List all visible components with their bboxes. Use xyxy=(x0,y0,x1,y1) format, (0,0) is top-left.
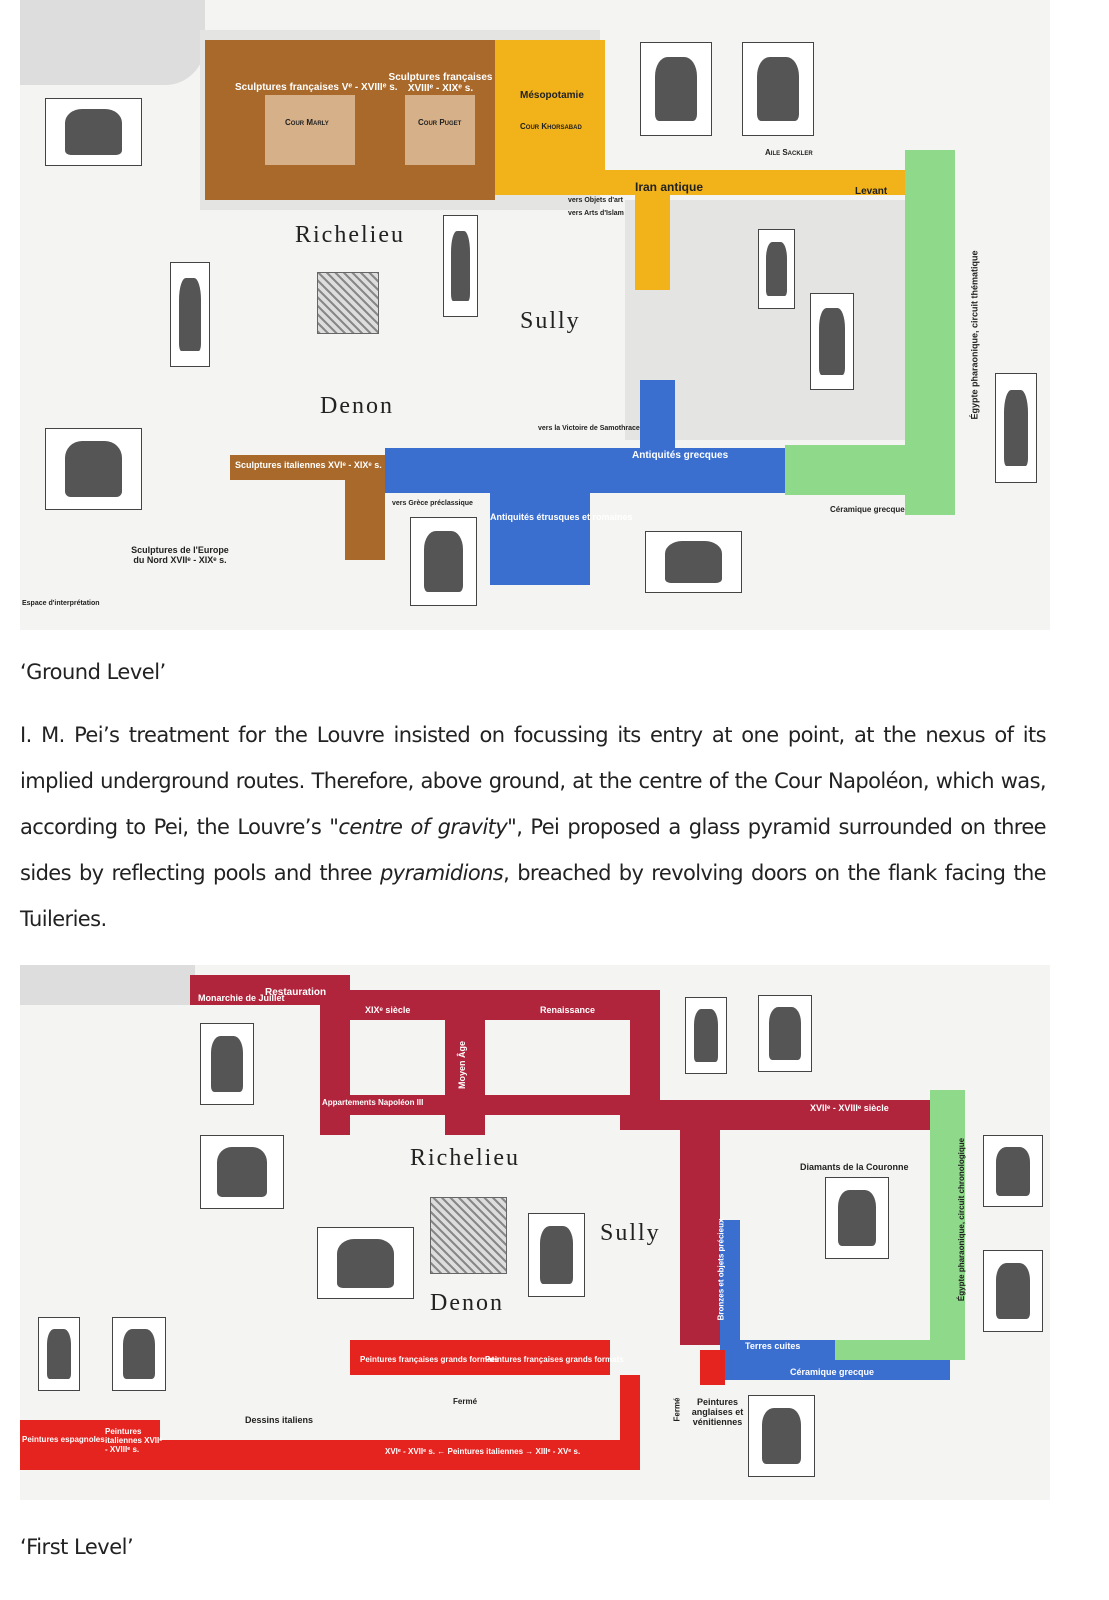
map-label: Cour Marly xyxy=(285,118,329,127)
wing-label-sully: Sully xyxy=(600,1220,661,1246)
map-label: Dessins italiens xyxy=(245,1415,314,1425)
wing-label-denon: Denon xyxy=(320,393,394,419)
artwork-thumbnail xyxy=(528,1213,585,1297)
map-label: Peintures anglaises et vénitiennes xyxy=(691,1397,744,1427)
map-label: XIXᵉ siècle xyxy=(365,1005,411,1015)
emphasis: centre of gravity xyxy=(338,815,508,839)
pyramid-icon xyxy=(317,272,379,334)
map-label: Mésopotamie xyxy=(520,90,584,101)
map-label: Monarchie de Juillet xyxy=(198,993,285,1003)
artwork-thumbnail xyxy=(825,1177,889,1259)
map-label: XVIᵉ - XVIIᵉ s. ← Peintures italiennes → XIIIᵉ - XVᵉ s. xyxy=(385,1447,581,1456)
map-label: Antiquités étrusques et romaines xyxy=(490,512,633,522)
artwork-thumbnail xyxy=(443,215,478,317)
artwork-thumbnail xyxy=(170,262,210,367)
wing-label-sully: Sully xyxy=(520,308,581,334)
artwork-thumbnail xyxy=(45,98,142,166)
map-label: Peintures espagnoles xyxy=(22,1435,105,1444)
artwork-thumbnail xyxy=(758,229,795,309)
artwork-thumbnail xyxy=(317,1227,414,1299)
artwork-thumbnail xyxy=(200,1135,284,1209)
artwork-thumbnail xyxy=(112,1317,166,1391)
map-label: Espace d'interprétation xyxy=(22,600,100,607)
wing-label-denon: Denon xyxy=(430,1290,504,1316)
map-label: Bronzes et objets précieux xyxy=(716,1218,726,1321)
map-label: Peintures italiennes XVIIᵉ - XVIIIᵉ s. xyxy=(105,1427,163,1454)
map-label: Sculptures de l'Europe du Nord XVIIᵉ - XIXᵉ s. xyxy=(131,545,229,565)
map-label: XVIIᵉ - XVIIIᵉ siècle xyxy=(810,1103,889,1113)
map-label: Fermé xyxy=(453,1397,478,1406)
map-label: Cour Khorsabad xyxy=(520,122,582,131)
artwork-thumbnail xyxy=(410,517,477,606)
map-label: Terres cuites xyxy=(745,1341,801,1351)
artwork-thumbnail xyxy=(748,1395,815,1477)
map-label: Sculptures italiennes XVIᵉ - XIXᵉ s. xyxy=(235,460,382,470)
text: I. M. Pei’s treatment for the Louvre insisted on focussing its entry at one point, at the nexus of its implied underground routes. Therefore, above ground, at the centre of the Cour Napoléon, which was, according to Pei, the Louvre’s " xyxy=(20,723,1046,839)
ground-level-map xyxy=(20,0,1050,630)
artwork-thumbnail xyxy=(983,1135,1043,1207)
artwork-thumbnail xyxy=(810,293,854,390)
map-label: Diamants de la Couronne xyxy=(800,1162,909,1172)
artwork-thumbnail xyxy=(645,531,742,593)
artwork-thumbnail xyxy=(995,373,1037,483)
artwork-thumbnail xyxy=(45,428,142,510)
map-label: Aile Sackler xyxy=(765,148,813,157)
map-label: Sculptures françaises XVIIIᵉ - XIXᵉ s. xyxy=(388,72,493,94)
emphasis: pyramidions xyxy=(379,861,504,885)
map-label: Peintures françaises grands formats xyxy=(360,1355,499,1364)
artwork-thumbnail xyxy=(200,1023,254,1105)
map-label: Égypte pharaonique, circuit chronologique xyxy=(957,1137,967,1302)
caption-first-level: ‘First Level’ xyxy=(20,1535,134,1559)
map-label: vers Objets d'art xyxy=(568,197,623,204)
map-label: Céramique grecque xyxy=(830,505,905,514)
map-label: Moyen Âge xyxy=(457,1040,468,1090)
artwork-thumbnail xyxy=(685,997,727,1074)
wing-label-richelieu: Richelieu xyxy=(295,222,405,248)
map-label: Peintures françaises grands formats xyxy=(485,1355,624,1364)
first-level-map xyxy=(20,965,1050,1500)
map-label: vers Grèce préclassique xyxy=(392,500,473,507)
artwork-thumbnail xyxy=(640,42,712,136)
wing-label-richelieu: Richelieu xyxy=(410,1145,520,1171)
map-label: Sculptures françaises Vᵉ - XVIIIᵉ s. xyxy=(235,82,398,93)
artwork-thumbnail xyxy=(742,42,814,136)
map-label: Antiquités grecques xyxy=(632,450,729,461)
caption-ground-level: ‘Ground Level’ xyxy=(20,660,166,684)
body-paragraph xyxy=(20,712,1046,942)
map-label: Iran antique xyxy=(635,180,704,194)
map-label: Cour Puget xyxy=(418,118,462,127)
map-label: Levant xyxy=(855,186,888,197)
map-label: Égypte pharaonique, circuit thématique xyxy=(969,250,980,420)
artwork-thumbnail xyxy=(758,995,812,1072)
pyramid-icon xyxy=(430,1197,507,1274)
map-label: Fermé xyxy=(672,1397,682,1422)
map-label: vers Arts d'Islam xyxy=(568,210,624,217)
map-label: Appartements Napoléon III xyxy=(322,1098,424,1107)
map-label: Restauration xyxy=(265,987,327,998)
artwork-thumbnail xyxy=(38,1317,80,1391)
artwork-thumbnail xyxy=(983,1250,1043,1332)
map-label: Céramique grecque xyxy=(790,1367,875,1377)
text: ", Pei proposed a glass pyramid surrounded on three sides by reflecting pools and three xyxy=(20,815,1046,885)
text: , breached by revolving doors on the flank facing the Tuileries. xyxy=(20,861,1046,931)
map-label: Renaissance xyxy=(540,1005,596,1015)
map-label: vers la Victoire de Samothrace xyxy=(538,425,640,432)
